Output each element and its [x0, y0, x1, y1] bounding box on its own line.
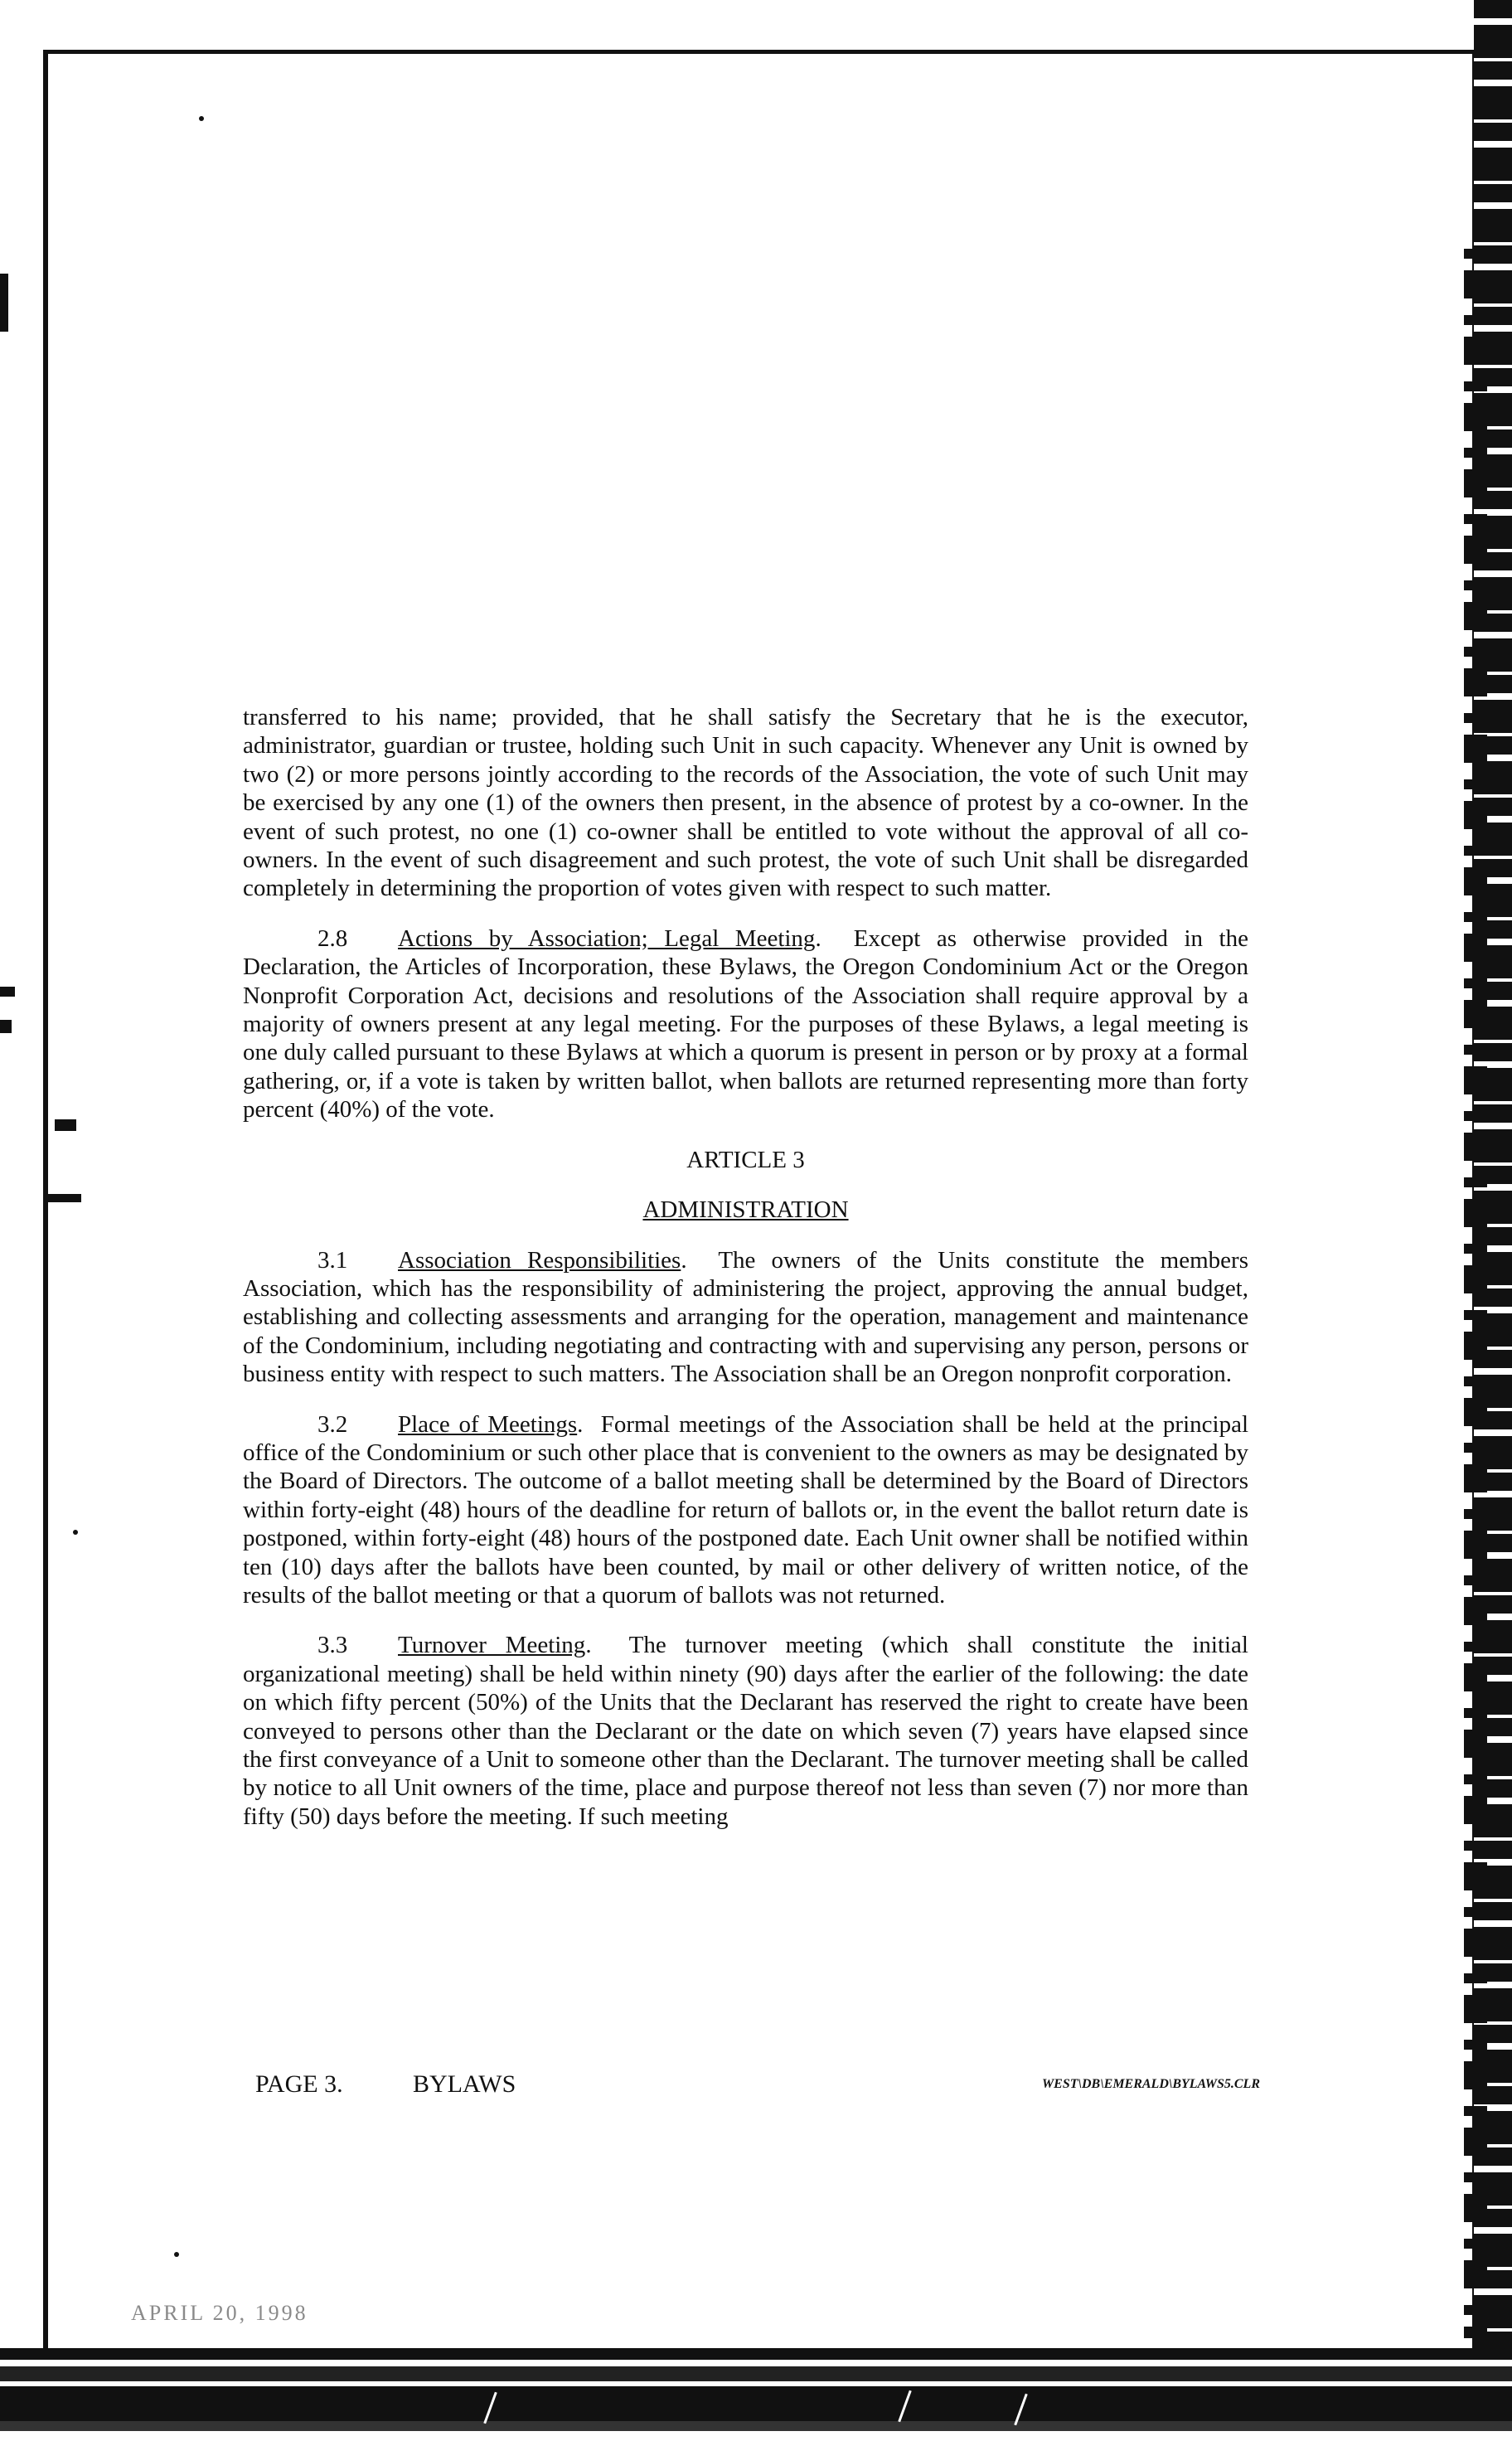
scan-mark [0, 274, 8, 332]
section-number: 2.8 [317, 924, 348, 952]
scan-mark [45, 1194, 81, 1202]
document-body [243, 703, 1248, 1852]
section-3-2: 3.2 Place of Meetings. Formal meetings of the Association shall be held at the principal office of the Condominium or such other place that is convenient to the owners as may be designated by the Board of Directors. The outcome of a ballot meeting shall be determined by the Board of Directors within forty-eight (48) hours of the deadline for return of ballots or, in the event the ballot return date is postponed, within forty-eight (48) hours of the postponed date. Each Unit owner shall be notified within ten (10) days after the ballots have been counted, by mail or other delivery of written notice, of the results of the ballot meeting or that a quorum of ballots was not returned. [243, 1410, 1248, 1609]
section-number: 3.3 [317, 1632, 348, 1659]
section-3-3: 3.3 Turnover Meeting. The turnover meeting (which shall constitute the initial organizational meeting) shall be held within ninety (90) days after the earlier of the following: the date on which fifty percent (50%) of the Units that the Declarant has reserved the right to create have been conveyed to persons other than the Declarant or the date on which seven (7) years have elapsed since the first conveyance of a Unit to someone other than the Declarant. The turnover meeting shall be called by notice to all Unit owners of the time, place and purpose thereof not less than seven (7) nor more than fifty (50) days before the meeting. If such meeting [243, 1632, 1248, 1830]
section-heading: Place of Meetings [398, 1410, 578, 1438]
scan-mark [0, 987, 15, 997]
section-text: Formal meetings of the Association shall be held at the principal office of the Condominium or such other place that is convenient to the owners as may be designated by the Board of Directors. The outcome of a ballot meeting shall be determined by the Board of Directors within forty-eight (48) hours of the deadline for return of ballots or, in the event the ballot return date is postponed, within forty-eight (48) hours of the postponed date. Each Unit owner shall be notified within ten (10) days after the ballots have been counted, by mail or other delivery of written notice, of the results of the ballot meeting or that a quorum of ballots was not returned. [243, 1410, 1248, 1609]
article-number: ARTICLE 3 [686, 1146, 805, 1173]
file-code: WEST\DB\EMERALD\BYLAWS5.CLR [1041, 2077, 1260, 2091]
page-footer [255, 2070, 1260, 2104]
scan-edge-bottom [0, 2348, 1512, 2441]
article-title: ADMINISTRATION [642, 1196, 849, 1224]
scan-edge-right-inner [1464, 249, 1487, 2338]
scan-mark [55, 1119, 76, 1131]
section-text: The owners of the Units constitute the members Association, which has the responsibility of administering the project, approving the annual budget, establishing and collecting assessments and arranging for the operation, management and maintenance of the Condominium, including negotiating and contracting with and supervising any person, persons or business entity with respect to such matters. The Association shall be an Oregon nonprofit corporation. [243, 1246, 1248, 1388]
scan-speck [73, 1530, 78, 1535]
section-3-1: 3.1 Association Responsibilities. The owners of the Units constitute the members Association, which has the responsibility of administering the project, approving the annual budget, establishing and collecting assessments and arranging for the operation, management and maintenance of the Condominium, including negotiating and contracting with and supervising any person, persons or business entity with respect to such matters. The Association shall be an Oregon nonprofit corporation. [243, 1246, 1248, 1388]
scan-speck [174, 2252, 179, 2257]
section-text: The turnover meeting (which shall constitute the initial organizational meeting) shall be held within ninety (90) days after the earlier of the following: the date on which fifty percent (50%) of the Units that the Declarant has reserved the right to create have been conveyed to persons other than the Declarant or the date on which seven (7) years have elapsed since the first conveyance of a Unit to someone other than the Declarant. The turnover meeting shall be called by notice to all Unit owners of the time, place and purpose thereof not less than seven (7) nor more than fifty (50) days before the meeting. If such meeting [243, 1632, 1248, 1830]
section-text: Except as otherwise provided in the Declaration, the Articles of Incorporation, these Bylaws, the Oregon Condominium Act or the Oregon Nonprofit Corporation Act, decisions and resolutions of the Association shall require approval by a majority of owners present at any legal meeting. For the purposes of these Bylaws, a legal meeting is one duly called pursuant to these Bylaws at which a quorum is present in person or by proxy at a formal gathering, or, if a vote is taken by written ballot, when ballots are returned representing more than forty percent (40%) of the vote. [243, 924, 1248, 1123]
scan-mark [0, 1020, 12, 1033]
date-stamp: APRIL 20, 1998 [131, 2301, 308, 2325]
section-number: 3.1 [317, 1246, 348, 1274]
section-2-8: 2.8 Actions by Association; Legal Meeting. Except as otherwise provided in the Declaration, the Articles of Incorporation, these Bylaws, the Oregon Condominium Act or the Oregon Nonprofit Corporation Act, decisions and resolutions of the Association shall require approval by a majority of owners present at any legal meeting. For the purposes of these Bylaws, a legal meeting is one duly called pursuant to these Bylaws at which a quorum is present in person or by proxy at a formal gathering, or, if a vote is taken by written ballot, when ballots are returned representing more than forty percent (40%) of the vote. [243, 924, 1248, 1123]
section-number: 3.2 [317, 1410, 348, 1438]
paragraph-text: transferred to his name; provided, that he shall satisfy the Secretary that he is the executor, administrator, guardian or trustee, holding such Unit in such capacity. Whenever any Unit is owned by two (2) or more persons jointly according to the records of the Association, the vote of such Unit may be exercised by any one (1) of the owners then present, in the absence of protest by a co-owner. In the event of such protest, no one (1) co-owner shall be entitled to vote without the approval of all co-owners. In the event of such disagreement and such protest, the vote of such Unit shall be disregarded completely in determining the proportion of votes given with respect to such matter. [243, 704, 1248, 902]
section-heading: Actions by Association; Legal Meeting [398, 924, 816, 952]
paragraph-continued [243, 703, 1248, 903]
section-heading: Turnover Meeting [398, 1632, 586, 1659]
document-title: BYLAWS [413, 2070, 516, 2098]
scan-speck [199, 116, 204, 121]
page-number: PAGE 3. [255, 2070, 343, 2098]
section-heading: Association Responsibilities [398, 1246, 681, 1274]
